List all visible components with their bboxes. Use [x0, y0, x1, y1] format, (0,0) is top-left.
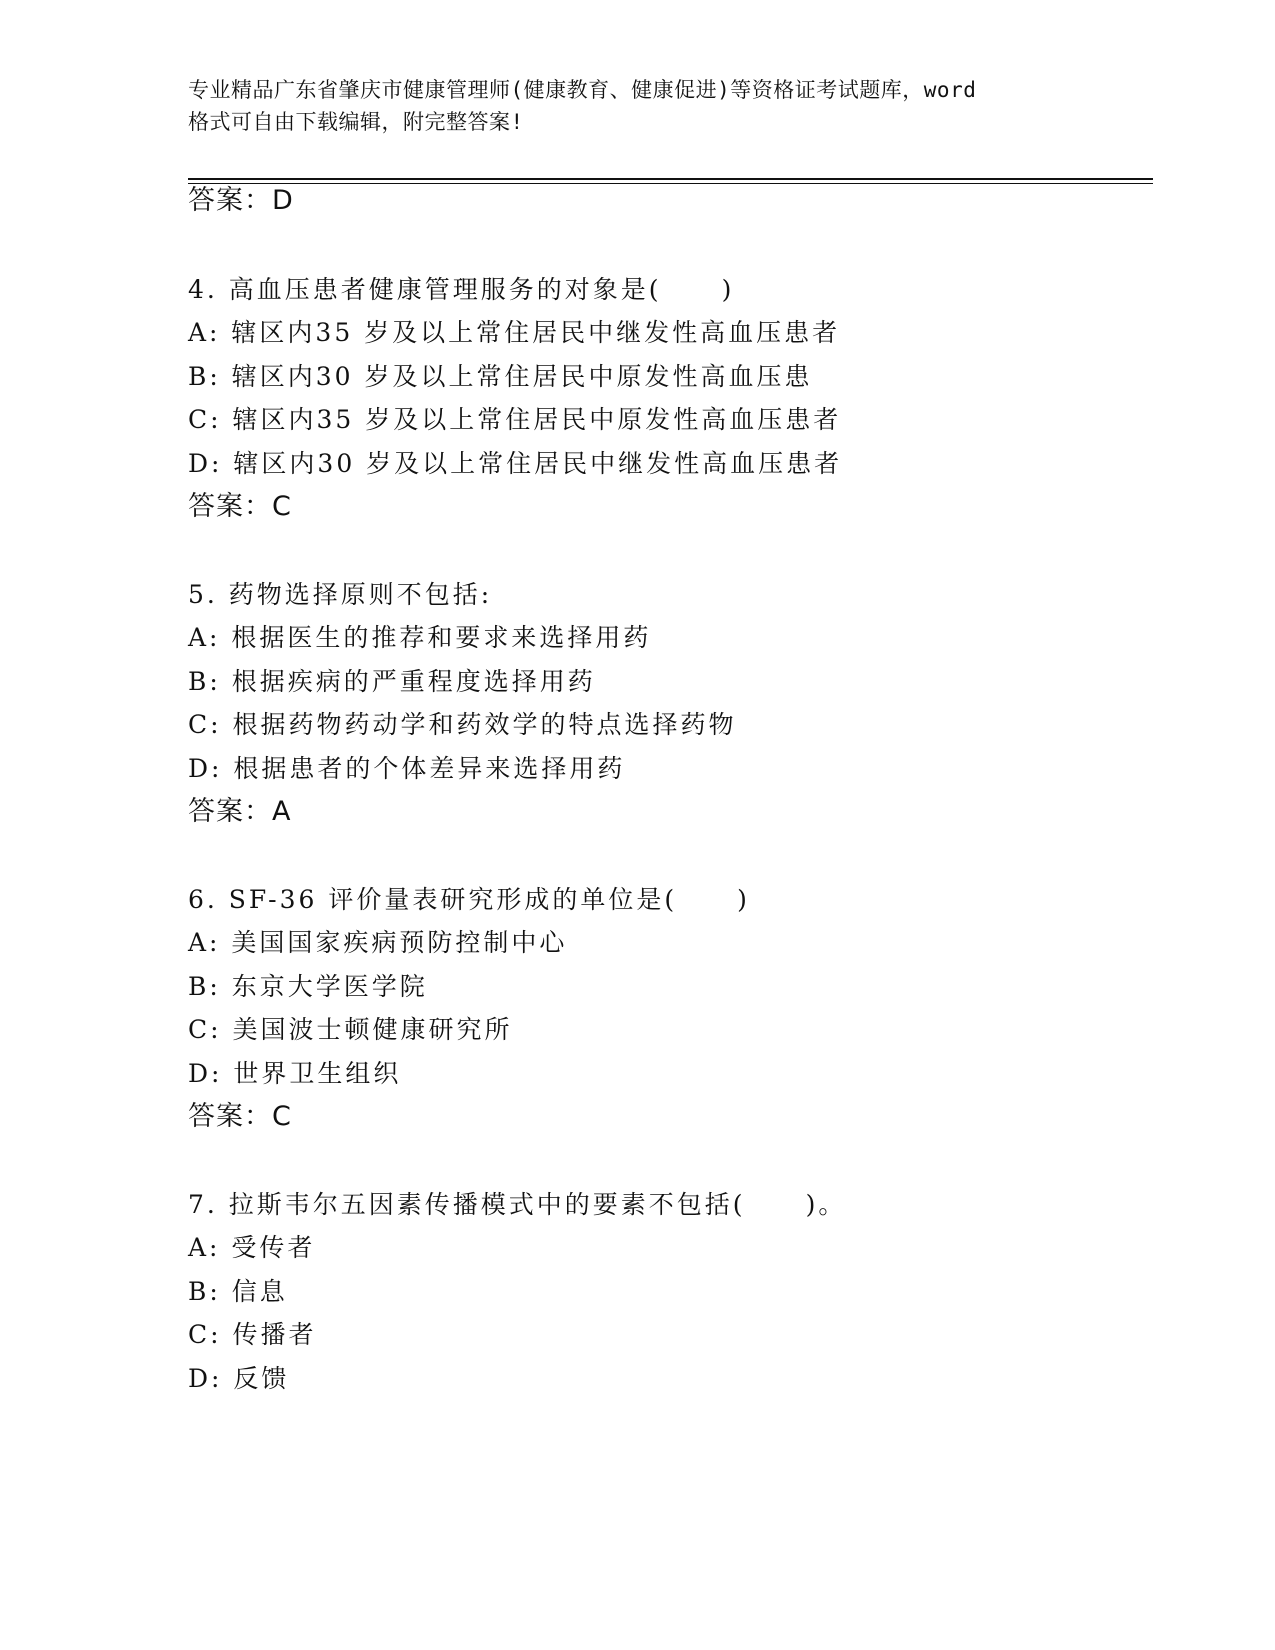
question-4-option-c: C: 辖区内35 岁及以上常住居民中原发性高血压患者	[188, 405, 842, 434]
question-5-answer: 答案：A	[188, 796, 292, 827]
question-stem-6: 6. SF-36 评价量表研究形成的单位是( )	[188, 885, 750, 914]
question-4-option-b: B: 辖区内30 岁及以上常住居民中原发性高血压患	[188, 362, 813, 391]
answer-previous: 答案：D	[188, 185, 294, 216]
question-stem-5: 5. 药物选择原则不包括:	[188, 580, 493, 609]
question-6-option-b: B: 东京大学医学院	[188, 972, 428, 1001]
question-6-option-a: A: 美国国家疾病预防控制中心	[188, 928, 568, 957]
question-5-option-a: A: 根据医生的推荐和要求来选择用药	[188, 623, 652, 652]
question-7-option-d: D: 反馈	[188, 1364, 290, 1393]
header-divider-thick	[188, 178, 1153, 180]
question-stem-7: 7. 拉斯韦尔五因素传播模式中的要素不包括( )。	[188, 1190, 847, 1219]
question-4-answer: 答案：C	[188, 491, 292, 522]
question-6-option-d: D: 世界卫生组织	[188, 1059, 402, 1088]
question-5-option-d: D: 根据患者的个体差异来选择用药	[188, 754, 626, 783]
question-6-answer: 答案：C	[188, 1101, 292, 1132]
question-7-option-b: B: 信息	[188, 1277, 288, 1306]
question-4-option-a: A: 辖区内35 岁及以上常住居民中继发性高血压患者	[188, 318, 841, 347]
question-stem-4: 4. 高血压患者健康管理服务的对象是( )	[188, 275, 735, 304]
question-5-option-c: C: 根据药物药动学和药效学的特点选择药物	[188, 710, 737, 739]
document-header	[188, 74, 1088, 138]
question-7-option-c: C: 传播者	[188, 1320, 317, 1349]
question-5-option-b: B: 根据疾病的严重程度选择用药	[188, 667, 596, 696]
question-4-option-d: D: 辖区内30 岁及以上常住居民中继发性高血压患者	[188, 449, 843, 478]
question-6-option-c: C: 美国波士顿健康研究所	[188, 1015, 513, 1044]
header-line-2: 格式可自由下载编辑，附完整答案!	[188, 110, 524, 134]
question-7-option-a: A: 受传者	[188, 1233, 316, 1262]
header-line-1: 专业精品广东省肇庆市健康管理师(健康教育、健康促进)等资格证考试题库，word	[188, 78, 977, 102]
header-divider-thin	[188, 183, 1153, 184]
